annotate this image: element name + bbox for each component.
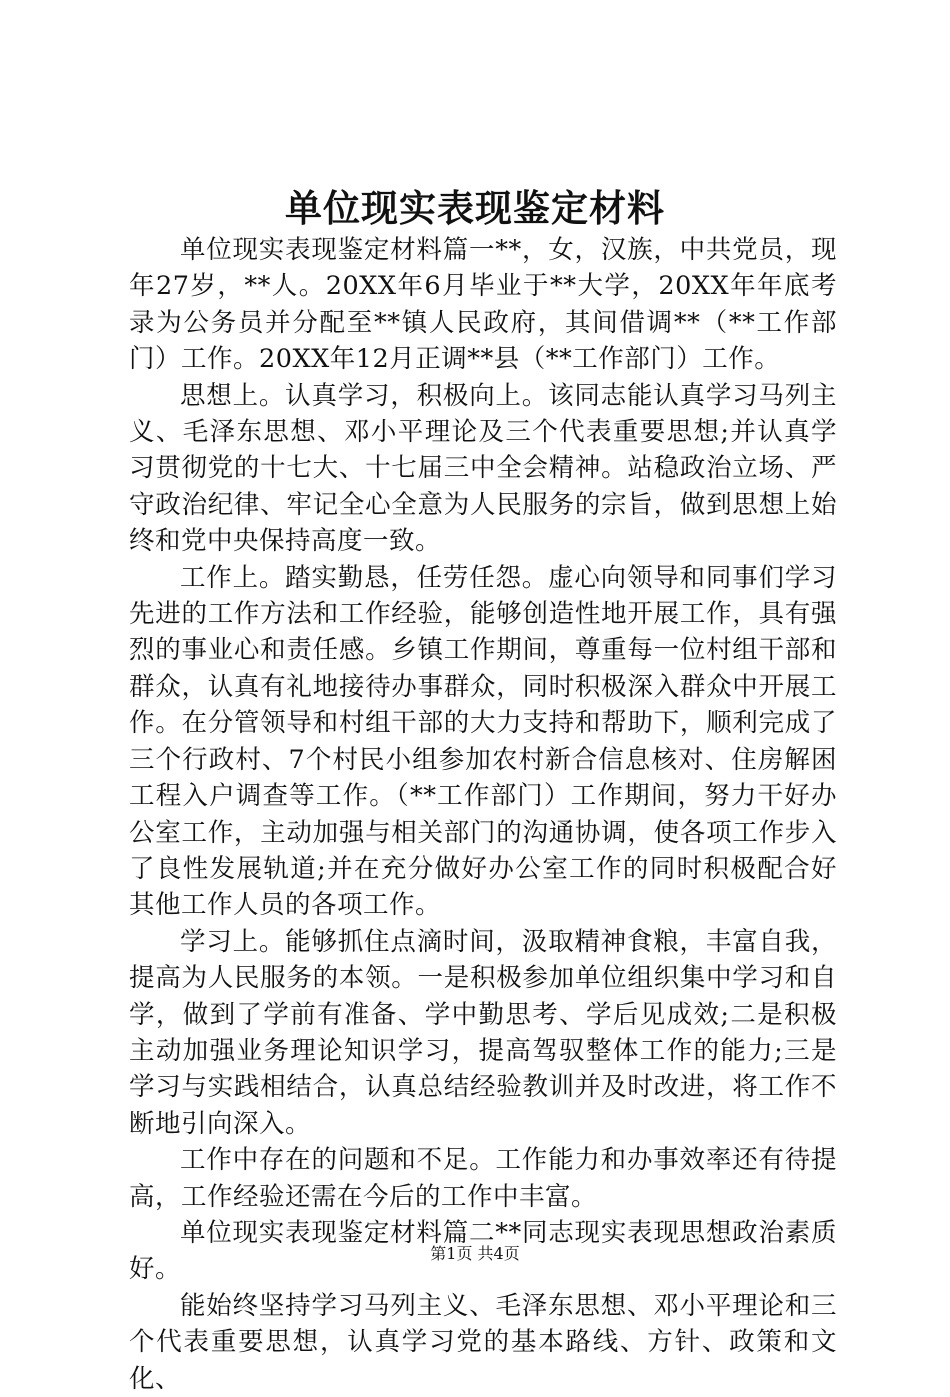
paragraph-7: 能始终坚持学习马列主义、毛泽东思想、邓小平理论和三个代表重要思想，认真学习党的基本路线、方针、政策和文化、	[129, 1290, 837, 1394]
page-footer: 第1页 共4页	[430, 1244, 520, 1263]
paragraph-5: 工作中存在的问题和不足。工作能力和办事效率还有待提高，工作经验还需在今后的工作中丰富。	[129, 1145, 837, 1212]
document-body	[129, 232, 837, 1397]
paragraph-4: 学习上。能够抓住点滴时间，汲取精神食粮，丰富自我，提高为人民服务的本领。一是积极参加单位组织集中学习和自学，做到了学前有准备、学中勤思考、学后见成效;二是积极主动加强业务理论知识学习，提高驾驭整体工作的能力;三是学习与实践相结合，认真总结经验教训并及时改进，将工作不断地引向深入。	[129, 926, 837, 1139]
paragraph-1: 单位现实表现鉴定材料篇一**，女，汉族，中共党员，现年27岁，**人。20XX年6月毕业于**大学，20XX年年底考录为公务员并分配至**镇人民政府，其间借调**（**工作部门）工作。20XX年12月正调**县（**工作部门）工作。	[129, 235, 837, 375]
page-title: 单位现实表现鉴定材料	[285, 186, 665, 230]
paragraph-6: 单位现实表现鉴定材料篇二**同志现实表现思想政治素质好。	[129, 1217, 837, 1285]
paragraph-2: 思想上。认真学习，积极向上。该同志能认真学习马列主义、毛泽东思想、邓小平理论及三个代表重要思想;并认真学习贯彻党的十七大、十七届三中全会精神。站稳政治立场、严守政治纪律、牢记全心全意为人民服务的宗旨，做到思想上始终和党中央保持高度一致。	[129, 380, 837, 557]
paragraph-3: 工作上。踏实勤恳，任劳任怨。虚心向领导和同事们学习先进的工作方法和工作经验，能够创造性地开展工作，具有强烈的事业心和责任感。乡镇工作期间，尊重每一位村组干部和群众，认真有礼地接待办事群众，同时积极深入群众中开展工作。在分管领导和村组干部的大力支持和帮助下，顺利完成了三个行政村、7个村民小组参加农村新合信息核对、住房解困工程入户调查等工作。（**工作部门）工作期间，努力干好办公室工作，主动加强与相关部门的沟通协调，使各项工作步入了良性发展轨道;并在充分做好办公室工作的同时积极配合好其他工作人员的各项工作。	[129, 562, 837, 921]
